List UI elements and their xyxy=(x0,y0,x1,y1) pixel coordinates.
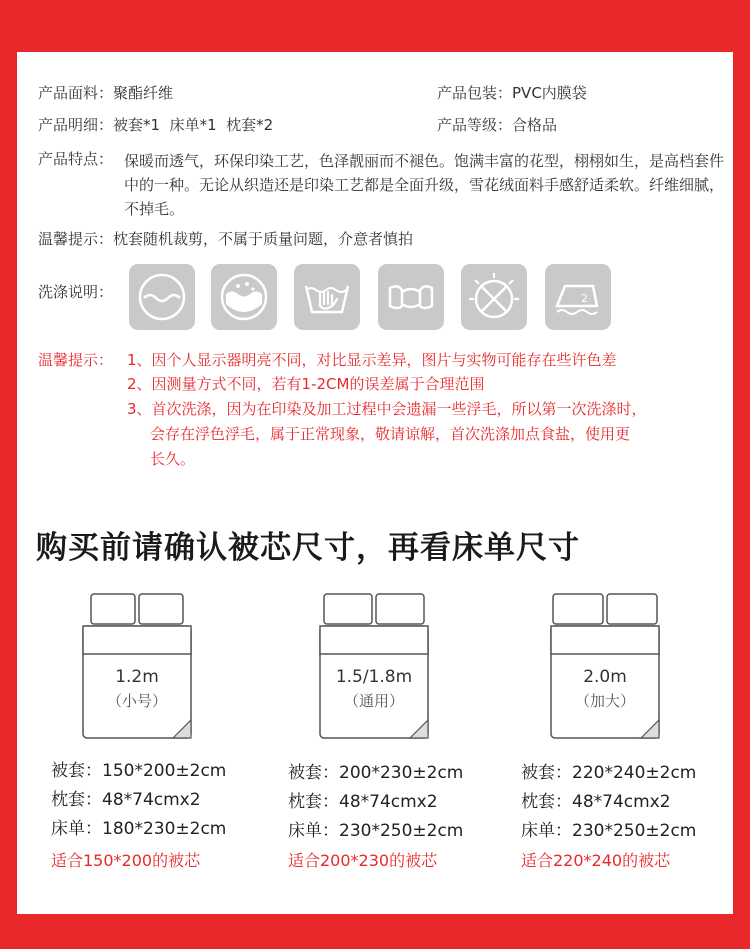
fit-note: 适合200*230的被芯 xyxy=(288,851,438,870)
iron-level: 2 xyxy=(581,292,588,305)
tip-value: 枕套随机裁剪，不属于质量问题，介意者慎拍 xyxy=(113,230,414,248)
grade-value: 合格品 xyxy=(512,116,558,134)
sheet-spec: 床单：180*230±2cm xyxy=(51,819,227,839)
feature-label: 产品特点： xyxy=(38,150,114,168)
grade-row xyxy=(437,115,557,135)
sheet-spec: 床单：230*250±2cm xyxy=(288,821,464,841)
bed-illustration-large xyxy=(549,590,661,740)
detail-value: 被套*1 床单*1 枕套*2 xyxy=(113,116,274,134)
package-value: PVC内膜袋 xyxy=(512,84,587,102)
package-label: 产品包装： xyxy=(437,84,513,102)
pillow-spec: 枕套：48*74cmx2 xyxy=(521,792,671,812)
warning-line-3c: 长久。 xyxy=(150,450,196,468)
quilt-spec: 被套：200*230±2cm xyxy=(288,763,464,783)
bed-note: （小号） xyxy=(106,692,167,710)
wash-tub-icon xyxy=(129,264,195,330)
bed-illustration-small xyxy=(81,590,193,740)
bed-note: （通用） xyxy=(343,692,404,710)
package-row xyxy=(437,83,587,103)
machine-wash-icon xyxy=(211,264,277,330)
fabric-value: 聚酯纤维 xyxy=(113,84,174,102)
tip-label: 温馨提示： xyxy=(38,230,114,248)
wash-label: 洗涤说明： xyxy=(38,283,114,301)
bed-size: 1.5/1.8m xyxy=(335,667,413,687)
bed-illustration-standard xyxy=(318,590,430,740)
warning-label: 温馨提示： xyxy=(38,351,114,369)
warning-line-3b: 会存在浮色浮毛，属于正常现象，敬请谅解，首次洗涤加点食盐，使用更 xyxy=(150,425,631,443)
pillow-spec: 枕套：48*74cmx2 xyxy=(288,792,438,812)
quilt-spec: 被套：220*240±2cm xyxy=(521,763,697,783)
pillow-spec: 枕套：48*74cmx2 xyxy=(51,790,201,810)
sheet-spec: 床单：230*250±2cm xyxy=(521,821,697,841)
size-headline: 购买前请确认被芯尺寸，再看床单尺寸 xyxy=(36,530,580,566)
detail-row xyxy=(38,115,273,135)
grade-label: 产品等级： xyxy=(437,116,513,134)
detail-label: 产品明细： xyxy=(38,116,114,134)
bed-note: （加大） xyxy=(574,692,635,710)
fit-note: 适合220*240的被芯 xyxy=(521,851,671,870)
tip-row xyxy=(38,229,413,249)
fit-note: 适合150*200的被芯 xyxy=(51,851,201,870)
feature-text: 保暖而透气，环保印染工艺，色泽靓丽而不褪色。饱满丰富的花型，栩栩如生，是高档套件中的一种。无论从织造还是印染工艺都是全面升级，雪花绒面料手感舒适柔软。纤维细腻，不掉毛。 xyxy=(124,152,725,218)
warning-line-2: 2、因测量方式不同，若有1-2CM的误差属于合理范围 xyxy=(127,375,485,393)
wring-icon xyxy=(378,264,444,330)
warning-line-3a: 3、首次洗涤，因为在印染及加工过程中会遗漏一些浮毛，所以第一次洗涤时， xyxy=(127,400,647,418)
fabric-row xyxy=(38,83,173,103)
no-tumble-dry-icon xyxy=(461,264,527,330)
bed-size: 2.0m xyxy=(583,667,627,687)
fabric-label: 产品面料： xyxy=(38,84,114,102)
hand-wash-icon xyxy=(294,264,360,330)
quilt-spec: 被套：150*200±2cm xyxy=(51,761,227,781)
warning-line-1: 1、因个人显示器明亮不同，对比显示差异，图片与实物可能存在些许色差 xyxy=(127,351,617,369)
bed-size: 1.2m xyxy=(115,667,159,687)
iron-icon xyxy=(545,264,611,330)
